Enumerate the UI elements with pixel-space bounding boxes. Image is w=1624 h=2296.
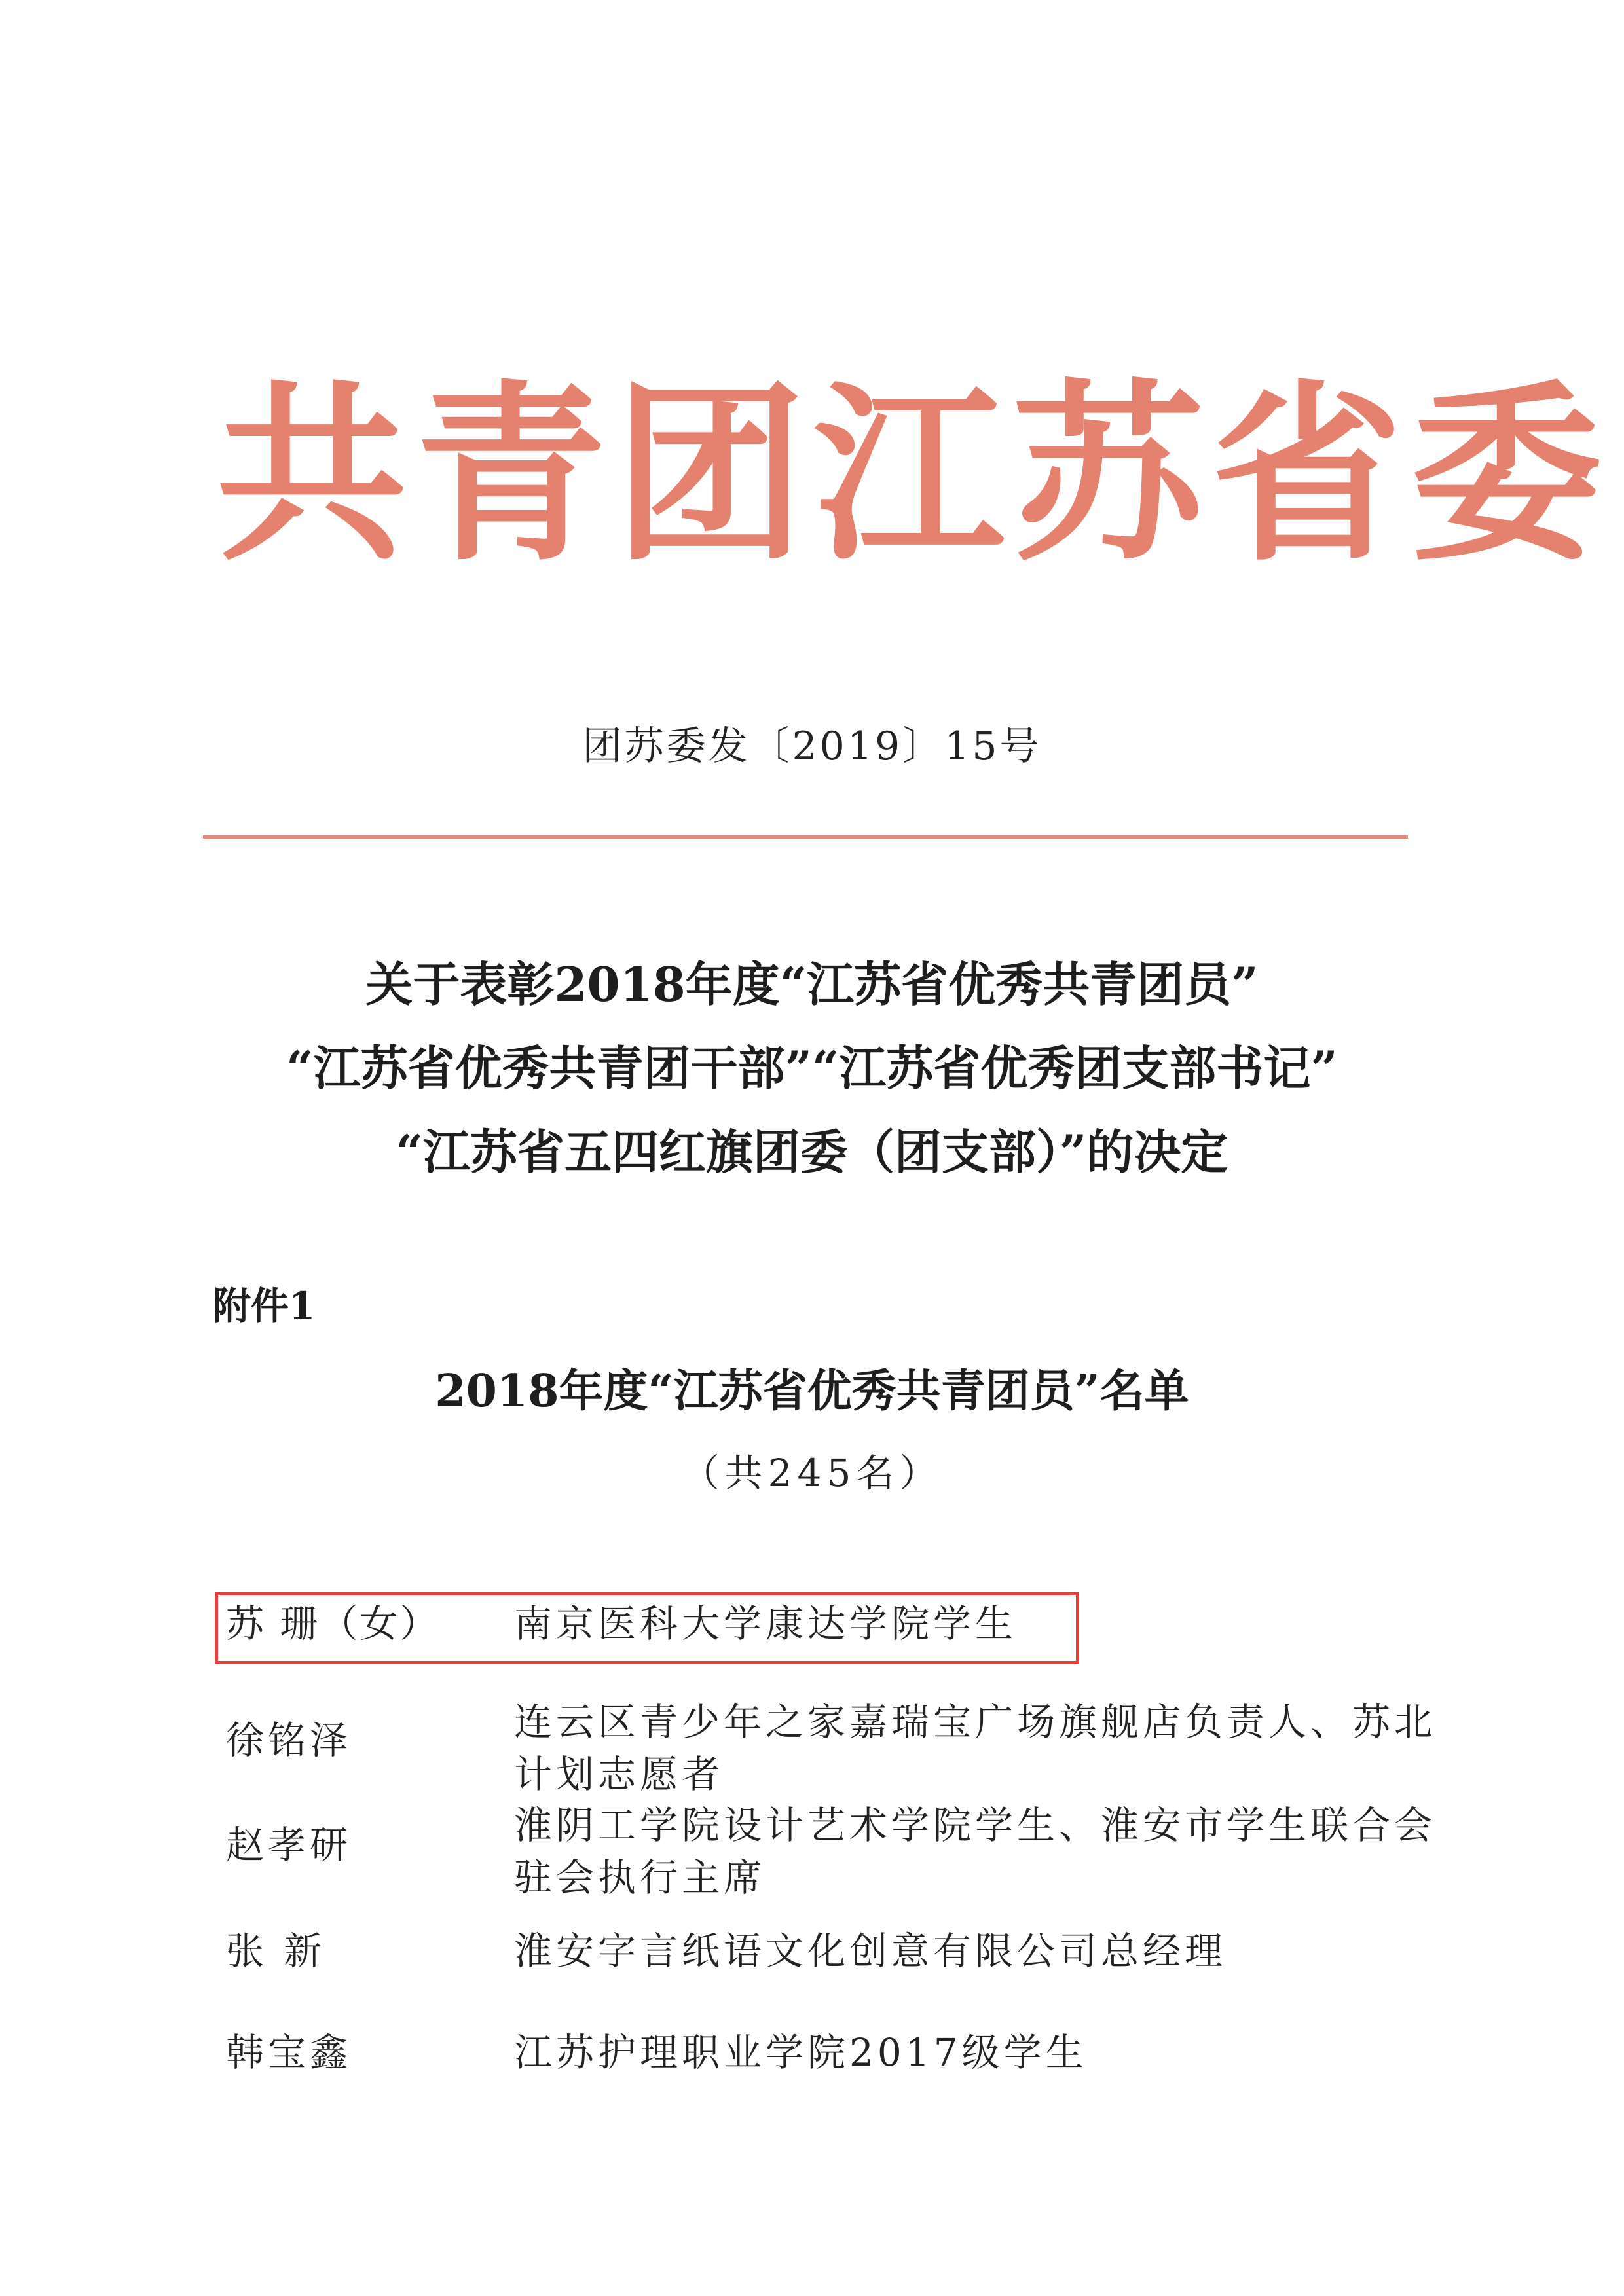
list-count: （共245名）	[681, 1451, 943, 1495]
decision-title-line-1: 关于表彰2018年度“江苏省优秀共青团员”	[365, 957, 1259, 1012]
description-line: 淮阴工学院设计艺术学院学生、淮安市学生联合会	[514, 1803, 1437, 1848]
description-line: 江苏护理职业学院2017级学生	[514, 2030, 1088, 2075]
list-title: 2018年度“江苏省优秀共青团员”名单	[435, 1365, 1189, 1417]
honoree-description	[514, 1799, 1483, 1904]
honoree-description	[514, 2026, 1483, 2079]
decision-title	[0, 943, 1624, 1194]
honoree-description	[514, 1597, 1483, 1650]
description-line: 计划志愿者	[514, 1752, 724, 1796]
honoree-name: 苏 珊（女）	[226, 1601, 440, 1646]
description-line: 连云区青少年之家嘉瑞宝广场旗舰店负责人、苏北	[514, 1700, 1437, 1744]
honoree-name: 徐铭泽	[226, 1718, 352, 1762]
document-number: 团苏委发〔2019〕15号	[582, 723, 1042, 769]
honoree-description	[514, 1696, 1483, 1800]
description-line: 南京医科大学康达学院学生	[514, 1601, 1018, 1646]
attachment-label: 附件1	[213, 1284, 316, 1328]
decision-title-line-2: “江苏省优秀共青团干部”“江苏省优秀团支部书记”	[286, 1040, 1338, 1096]
description-line: 驻会执行主席	[514, 1855, 766, 1900]
description-line: 淮安字言纸语文化创意有限公司总经理	[514, 1929, 1227, 1973]
honoree-name: 张 新	[226, 1929, 326, 1973]
red-divider-rule	[203, 835, 1408, 839]
decision-title-line-3: “江苏省五四红旗团委（团支部）”的决定	[396, 1124, 1228, 1180]
honoree-name: 赵孝研	[226, 1823, 352, 1867]
honoree-description	[514, 1925, 1483, 1977]
honoree-name: 韩宝鑫	[226, 2030, 352, 2075]
masthead-title: 共青团江苏省委	[216, 362, 1610, 587]
